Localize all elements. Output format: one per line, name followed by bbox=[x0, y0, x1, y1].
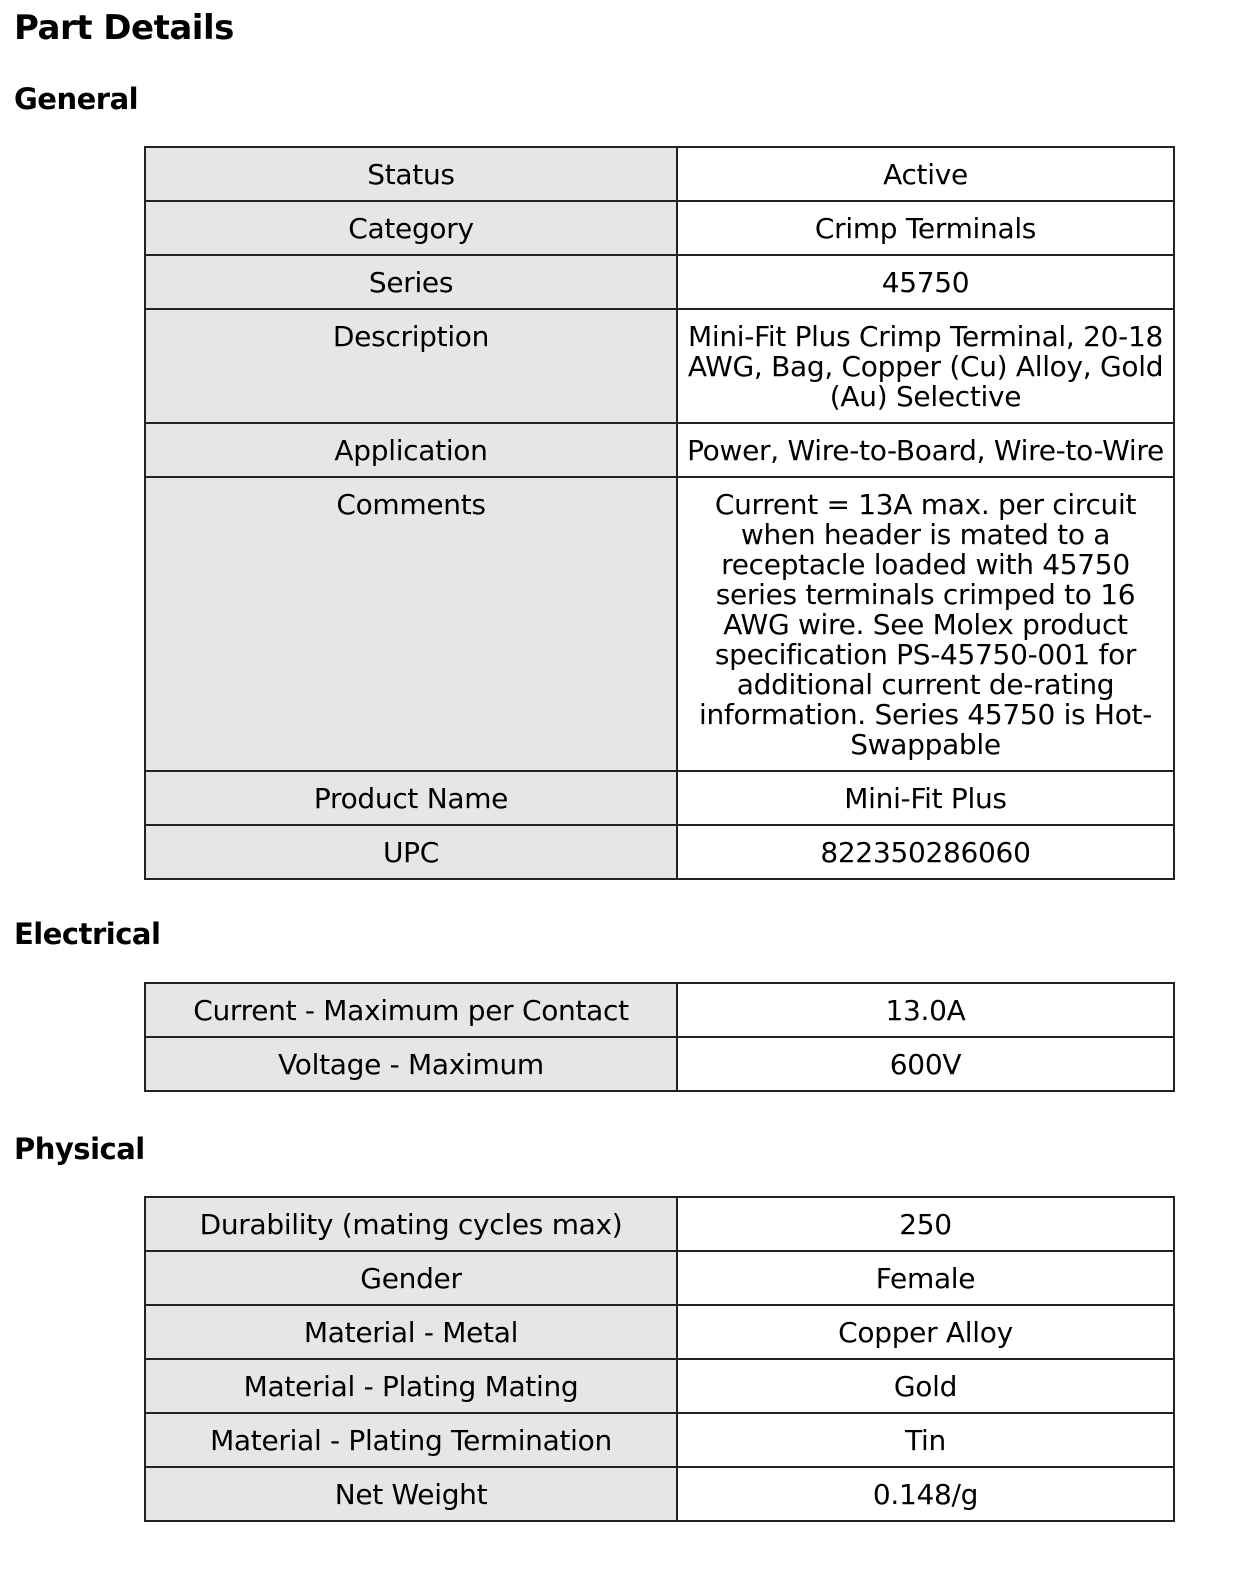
row-label: Current - Maximum per Contact bbox=[145, 983, 677, 1037]
section-title-electrical: Electrical bbox=[14, 917, 161, 951]
row-label: Material - Metal bbox=[145, 1305, 677, 1359]
row-value: Mini-Fit Plus bbox=[677, 771, 1174, 825]
row-value: Active bbox=[677, 147, 1174, 201]
row-value: 600V bbox=[677, 1037, 1174, 1091]
row-value: Current = 13A max. per circuit when header is mated to a receptacle loaded with 45750 series terminals crimped to 16 AWG wire. See Molex product specification PS-45750-001 for additional current de-rating information. Series 45750 is Hot-Swappable bbox=[677, 477, 1174, 771]
table-row bbox=[145, 147, 1174, 201]
physical-table bbox=[144, 1196, 1175, 1522]
page-title: Part Details bbox=[14, 8, 234, 48]
row-label: Description bbox=[145, 309, 677, 423]
row-value: 822350286060 bbox=[677, 825, 1174, 879]
row-label: Series bbox=[145, 255, 677, 309]
table-row bbox=[145, 477, 1174, 771]
table-row bbox=[145, 983, 1174, 1037]
row-label: Status bbox=[145, 147, 677, 201]
row-value: Copper Alloy bbox=[677, 1305, 1174, 1359]
row-value: Mini-Fit Plus Crimp Terminal, 20-18 AWG, Bag, Copper (Cu) Alloy, Gold (Au) Selective bbox=[677, 309, 1174, 423]
table-row bbox=[145, 255, 1174, 309]
row-label: Net Weight bbox=[145, 1467, 677, 1521]
row-label: Product Name bbox=[145, 771, 677, 825]
table-row bbox=[145, 423, 1174, 477]
row-label: Voltage - Maximum bbox=[145, 1037, 677, 1091]
row-label: Durability (mating cycles max) bbox=[145, 1197, 677, 1251]
table-row bbox=[145, 771, 1174, 825]
row-value: Power, Wire-to-Board, Wire-to-Wire bbox=[677, 423, 1174, 477]
row-value: 250 bbox=[677, 1197, 1174, 1251]
electrical-table bbox=[144, 982, 1175, 1092]
table-row bbox=[145, 1251, 1174, 1305]
row-label: Comments bbox=[145, 477, 677, 771]
row-value: Female bbox=[677, 1251, 1174, 1305]
section-title-physical: Physical bbox=[14, 1132, 145, 1166]
row-label: Category bbox=[145, 201, 677, 255]
row-value: 45750 bbox=[677, 255, 1174, 309]
table-row bbox=[145, 201, 1174, 255]
row-value: Gold bbox=[677, 1359, 1174, 1413]
table-row bbox=[145, 1037, 1174, 1091]
table-row bbox=[145, 1467, 1174, 1521]
table-row bbox=[145, 1197, 1174, 1251]
table-row bbox=[145, 309, 1174, 423]
row-label: UPC bbox=[145, 825, 677, 879]
row-label: Gender bbox=[145, 1251, 677, 1305]
row-value: Crimp Terminals bbox=[677, 201, 1174, 255]
table-row bbox=[145, 825, 1174, 879]
general-table bbox=[144, 146, 1175, 880]
table-row bbox=[145, 1359, 1174, 1413]
row-label: Application bbox=[145, 423, 677, 477]
row-value: 0.148/g bbox=[677, 1467, 1174, 1521]
row-value: Tin bbox=[677, 1413, 1174, 1467]
section-title-general: General bbox=[14, 82, 139, 116]
row-label: Material - Plating Termination bbox=[145, 1413, 677, 1467]
row-label: Material - Plating Mating bbox=[145, 1359, 677, 1413]
table-row bbox=[145, 1413, 1174, 1467]
table-row bbox=[145, 1305, 1174, 1359]
row-value: 13.0A bbox=[677, 983, 1174, 1037]
